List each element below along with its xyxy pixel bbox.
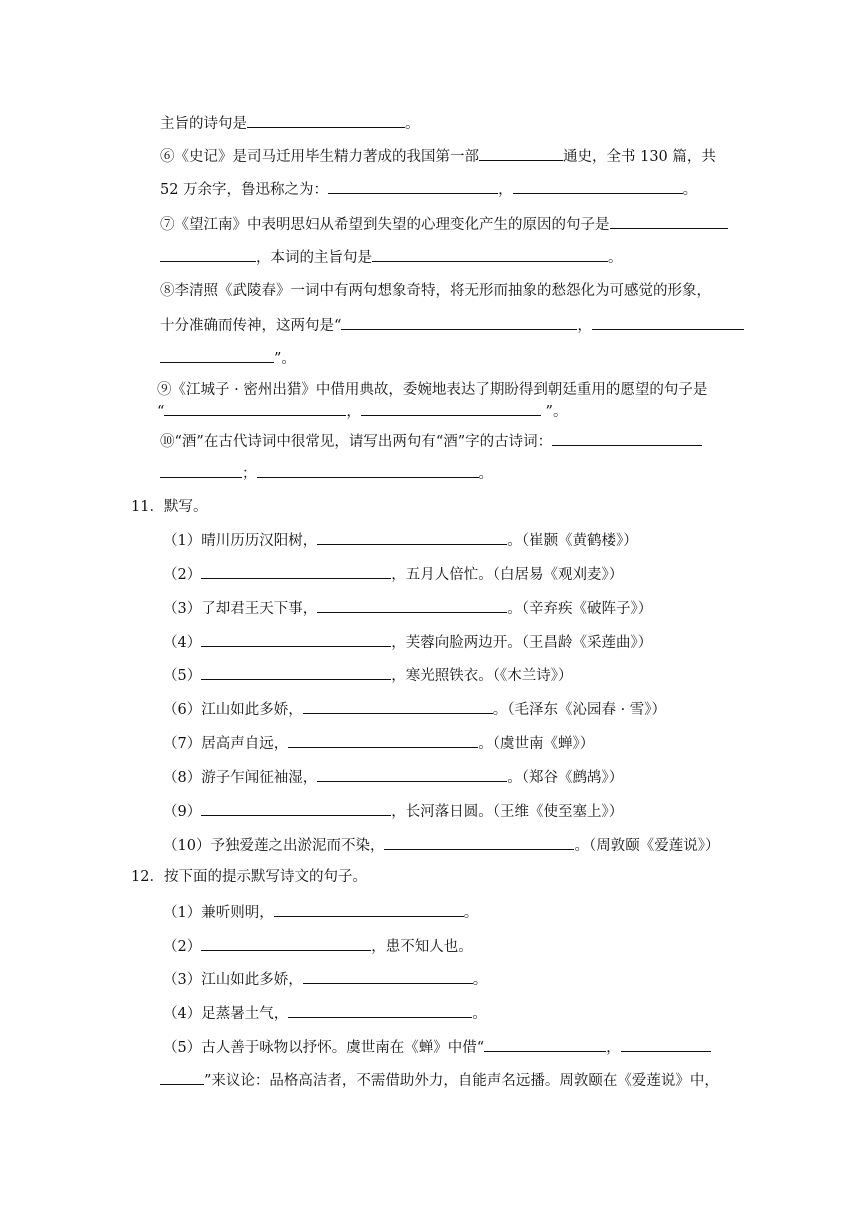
- text: ，长河落日圆。（王维《使至塞上》）: [391, 804, 624, 820]
- answer-blank[interactable]: [201, 800, 391, 816]
- text: （1）兼听则明，: [163, 905, 274, 921]
- text: （2）: [163, 567, 202, 583]
- text: “: [157, 404, 165, 420]
- q11-item-2: [163, 563, 623, 585]
- q11-item-9: [163, 800, 623, 822]
- text: 。: [472, 972, 488, 988]
- q10-line-2: [160, 145, 716, 167]
- q12-item-2: [163, 935, 473, 957]
- text: （5）古人善于咏物以抒怀。虞世南在《蝉》中借“: [163, 1040, 485, 1056]
- text: ，本词的主旨句是: [256, 250, 372, 266]
- answer-blank[interactable]: [247, 112, 405, 128]
- q11-item-4: [163, 631, 652, 653]
- answer-blank[interactable]: [160, 246, 256, 262]
- answer-blank[interactable]: [164, 400, 346, 416]
- text: ”。: [274, 351, 296, 367]
- answer-blank[interactable]: [201, 664, 391, 680]
- text: ；: [242, 466, 257, 482]
- text: ，患不知人也。: [371, 939, 473, 955]
- text: ”。: [540, 404, 568, 420]
- answer-blank[interactable]: [384, 834, 574, 850]
- text: （1）晴川历历汉阳树，: [163, 533, 318, 549]
- answer-blank[interactable]: [317, 529, 507, 545]
- q12-item-5-continuation: [160, 1069, 719, 1091]
- question-11-heading: 11．默写。: [131, 499, 208, 515]
- text: 主旨的诗句是: [160, 116, 247, 132]
- text: ⑧李清照《武陵春》一词中有两句想象奇特，将无形而抽象的愁怨化为可感觉的形象，: [160, 283, 711, 299]
- answer-blank[interactable]: [303, 698, 493, 714]
- answer-blank[interactable]: [361, 400, 541, 416]
- answer-blank[interactable]: [317, 766, 507, 782]
- q10-line-10: [157, 400, 567, 422]
- text: 。: [682, 182, 698, 198]
- q12-item-4: [163, 1002, 487, 1024]
- q10-line-1: [160, 112, 420, 134]
- text: 。: [478, 466, 493, 482]
- q12-item-3: [163, 968, 487, 990]
- text: （10）予独爱莲之出淤泥而不染，: [163, 838, 385, 854]
- text: （3）江山如此多娇，: [163, 972, 303, 988]
- answer-blank[interactable]: [288, 1002, 472, 1018]
- answer-blank[interactable]: [201, 935, 371, 951]
- text: ，: [346, 404, 361, 420]
- text: 。: [405, 116, 420, 132]
- answer-blank[interactable]: [484, 1036, 606, 1052]
- answer-blank[interactable]: [610, 213, 728, 229]
- q12-item-1: [163, 901, 478, 923]
- text: （4）足蒸暑土气，: [163, 1006, 289, 1022]
- text: 。: [463, 905, 479, 921]
- answer-blank[interactable]: [160, 1069, 204, 1085]
- text: ，: [498, 182, 513, 198]
- text: （2）: [163, 939, 202, 955]
- answer-blank[interactable]: [328, 178, 498, 194]
- q10-line-12: [160, 462, 493, 484]
- q10-line-3: [160, 178, 697, 200]
- q11-item-6: [163, 698, 666, 720]
- q10-line-5: [160, 246, 623, 268]
- q10-line-6: [160, 281, 711, 301]
- q11-item-10: [163, 834, 719, 856]
- q12-item-5: [163, 1036, 711, 1058]
- text: 。（崔颢《黄鹤楼》）: [507, 533, 638, 549]
- text: ⑩“酒”在古代诗词中很常见，请写出两句有“酒”字的古诗词：: [160, 434, 553, 450]
- answer-blank[interactable]: [621, 1036, 711, 1052]
- q10-line-9: [157, 380, 707, 400]
- text: 52 万余字，鲁迅称之为：: [160, 182, 329, 198]
- q10-line-7: [160, 314, 744, 336]
- text: （5）: [163, 668, 202, 684]
- q11-item-5: [163, 664, 572, 686]
- text: （8）游子乍闻征袖湿，: [163, 770, 318, 786]
- q11-item-8: [163, 766, 623, 788]
- text: ，五月人倍忙。（白居易《观刈麦》）: [391, 567, 624, 583]
- answer-blank[interactable]: [201, 563, 391, 579]
- text: 十分准确而传神，这两句是“: [160, 318, 342, 334]
- text: ，寒光照铁衣。（《木兰诗》）: [391, 668, 573, 684]
- text: （4）: [163, 635, 202, 651]
- text: 。: [608, 250, 623, 266]
- text: ，: [606, 1040, 621, 1056]
- text: ⑥《史记》是司马迁用毕生精力著成的我国第一部: [160, 149, 479, 165]
- text: ⑦《望江南》中表明思妇从希望到失望的心理变化产生的原因的句子是: [160, 217, 610, 233]
- text: 。（毛泽东《沁园春 · 雪》）: [492, 702, 667, 718]
- text: 。（虞世南《蝉》）: [478, 736, 595, 752]
- q11-item-1: [163, 529, 638, 551]
- text: （7）居高声自远，: [163, 736, 289, 752]
- text: （6）江山如此多娇，: [163, 702, 303, 718]
- text: 。: [472, 1006, 487, 1022]
- text: 。（周敦颐《爱莲说》）: [574, 838, 720, 854]
- answer-blank[interactable]: [317, 597, 507, 613]
- answer-blank[interactable]: [552, 430, 702, 446]
- question-12-heading: 12．按下面的提示默写诗文的句子。: [131, 869, 367, 885]
- answer-blank[interactable]: [288, 732, 478, 748]
- answer-blank[interactable]: [479, 145, 563, 161]
- answer-blank[interactable]: [160, 347, 274, 363]
- answer-blank[interactable]: [592, 314, 744, 330]
- text: ⑨《江城子 · 密州出猎》中借用典故，委婉地表达了期盼得到朝廷重用的愿望的句子是: [157, 382, 708, 398]
- q10-line-4: [160, 213, 728, 235]
- text: （9）: [163, 804, 202, 820]
- text: ”来议论：品格高洁者，不需借助外力，自能声名远播。周敦颐在《爱莲说》中，: [204, 1073, 719, 1089]
- answer-blank[interactable]: [257, 462, 479, 478]
- text: 。（辛弃疾《破阵子》）: [507, 601, 653, 617]
- text: 通史，全书 130 篇，共: [563, 149, 716, 165]
- text: 。（郑谷《鹧鸪》）: [507, 770, 624, 786]
- answer-blank[interactable]: [160, 462, 242, 478]
- q10-line-11: [160, 430, 702, 452]
- answer-blank[interactable]: [274, 901, 464, 917]
- answer-blank[interactable]: [303, 968, 473, 984]
- text: ，: [577, 318, 592, 334]
- answer-blank[interactable]: [341, 314, 577, 330]
- text: ，芙蓉向脸两边开。（王昌龄《采莲曲》）: [391, 635, 653, 651]
- answer-blank[interactable]: [372, 246, 608, 262]
- q10-line-8: [160, 347, 296, 369]
- text: （3）了却君王天下事，: [163, 601, 318, 617]
- q11-item-3: [163, 597, 652, 619]
- answer-blank[interactable]: [513, 178, 683, 194]
- q11-item-7: [163, 732, 594, 754]
- answer-blank[interactable]: [201, 631, 391, 647]
